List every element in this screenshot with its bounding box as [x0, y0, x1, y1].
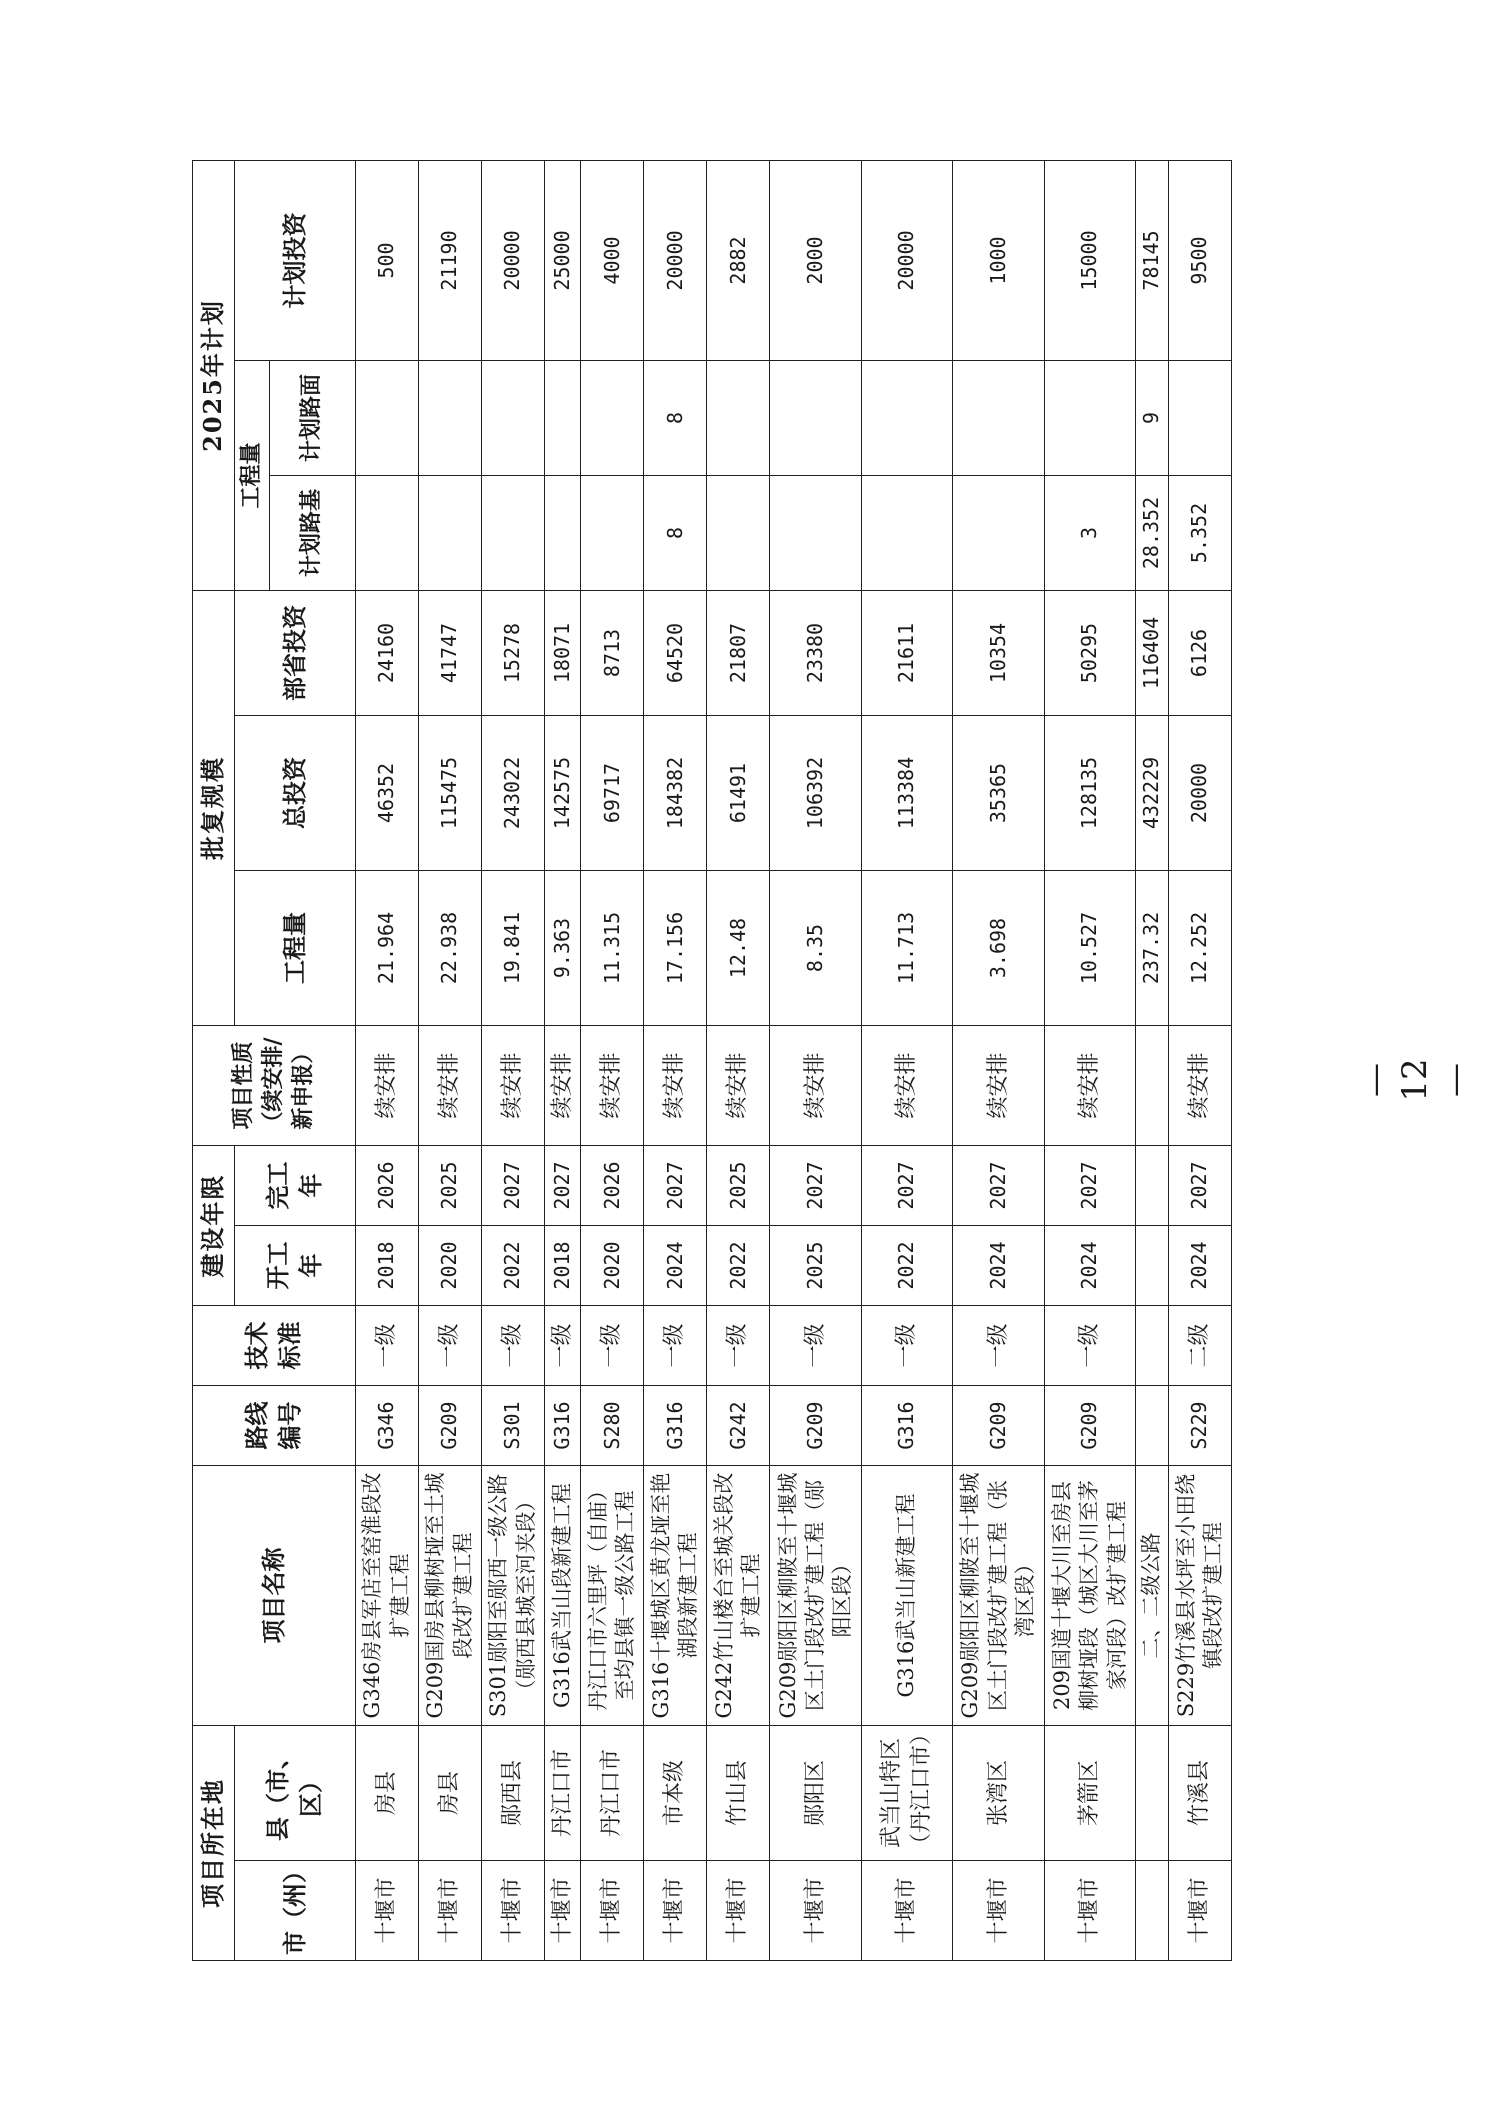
cell-total: 142575: [544, 716, 581, 871]
cell-route: S301: [481, 1386, 544, 1466]
cell-route: S229: [1168, 1386, 1231, 1466]
cell-std: 一级: [418, 1306, 481, 1386]
header-total-invest: 总投资: [235, 716, 356, 871]
table-row: [418, 160, 481, 1960]
cell-invest: 20000: [644, 160, 707, 360]
cell-prov: 18071: [544, 590, 581, 715]
header-plan-pavement: 计划路面: [269, 360, 355, 475]
cell-total: 184382: [644, 716, 707, 871]
header-tech-std: 技术标准: [193, 1306, 356, 1386]
subtotal-workload: 237.32: [1136, 871, 1169, 1026]
table-row: [481, 160, 544, 1960]
table-row: [953, 160, 1044, 1960]
project-plan-table: [192, 160, 1232, 1961]
cell-start: 2022: [861, 1226, 952, 1306]
cell-prov: 21611: [861, 590, 952, 715]
header-city: 市（州）: [235, 1861, 356, 1961]
cell-total: 46352: [355, 716, 418, 871]
cell-start: 2025: [770, 1226, 861, 1306]
table-row: [1044, 160, 1135, 1960]
header-route-no: 路线编号: [193, 1386, 356, 1466]
cell-total: 243022: [481, 716, 544, 871]
subtotal-invest: 78145: [1136, 160, 1169, 360]
cell-std: 一级: [953, 1306, 1044, 1386]
cell-start: 2022: [707, 1226, 770, 1306]
cell-start: 2018: [355, 1226, 418, 1306]
cell-project-name: S229竹溪县水坪至小田绕镇段改扩建工程: [1168, 1466, 1231, 1726]
cell-start: 2018: [544, 1226, 581, 1306]
cell-roadbed: 3: [1044, 475, 1135, 590]
cell-pavement: [355, 360, 418, 475]
table-row: [1168, 160, 1231, 1960]
cell-roadbed: [953, 475, 1044, 590]
cell-invest: 21190: [418, 160, 481, 360]
cell-total: 128135: [1044, 716, 1135, 871]
cell-pavement: [1168, 360, 1231, 475]
cell-invest: 15000: [1044, 160, 1135, 360]
cell-workload: 9.363: [544, 871, 581, 1026]
cell-county: 房县: [355, 1726, 418, 1861]
table-row: [861, 160, 952, 1960]
cell-county: 张湾区: [953, 1726, 1044, 1861]
cell-prov: 15278: [481, 590, 544, 715]
cell-workload: 21.964: [355, 871, 418, 1026]
table-row: [544, 160, 581, 1960]
cell-empty: [1136, 1386, 1169, 1466]
header-plan-roadbed: 计划路基: [269, 475, 355, 590]
cell-empty: [1136, 1726, 1169, 1861]
cell-county: 武当山特区（丹江口市）: [861, 1726, 952, 1861]
cell-invest: 20000: [481, 160, 544, 360]
cell-workload: 12.252: [1168, 871, 1231, 1026]
cell-std: 一级: [544, 1306, 581, 1386]
cell-county: 郧西县: [481, 1726, 544, 1861]
cell-route: G209: [418, 1386, 481, 1466]
cell-county: 房县: [418, 1726, 481, 1861]
header-project-name: 项目名称: [193, 1466, 356, 1726]
header-build-period: 建设年限: [193, 1146, 235, 1306]
cell-start: 2024: [644, 1226, 707, 1306]
cell-county: 郧阳区: [770, 1726, 861, 1861]
cell-city: 十堰市: [861, 1861, 952, 1961]
cell-workload: 12.48: [707, 871, 770, 1026]
table-row: [707, 160, 770, 1960]
cell-start: 2024: [1168, 1226, 1231, 1306]
cell-nature: 续安排: [644, 1026, 707, 1146]
cell-empty: [1136, 1146, 1169, 1226]
cell-route: G209: [770, 1386, 861, 1466]
table-row: [355, 160, 418, 1960]
header-approved-scale: 批复规模: [193, 590, 235, 1025]
table-row: [770, 160, 861, 1960]
cell-end: 2025: [707, 1146, 770, 1226]
cell-project-name: G316武当山新建工程: [861, 1466, 952, 1726]
cell-end: 2027: [544, 1146, 581, 1226]
cell-pavement: [861, 360, 952, 475]
cell-end: 2025: [418, 1146, 481, 1226]
cell-total: 115475: [418, 716, 481, 871]
cell-prov: 6126: [1168, 590, 1231, 715]
cell-end: 2027: [861, 1146, 952, 1226]
cell-project-name: 丹江口市六里坪（自庙）至均县镇一级公路工程: [581, 1466, 644, 1726]
cell-nature: 续安排: [861, 1026, 952, 1146]
cell-route: G209: [1044, 1386, 1135, 1466]
rotated-table-wrapper: [192, 161, 1232, 1961]
cell-city: 十堰市: [581, 1861, 644, 1961]
cell-project-name: G209郧阳区柳陂至十堰城区土门段改扩建工程（郧阳区段）: [770, 1466, 861, 1726]
cell-route: G209: [953, 1386, 1044, 1466]
cell-nature: 续安排: [355, 1026, 418, 1146]
cell-county: 丹江口市: [544, 1726, 581, 1861]
cell-pavement: [418, 360, 481, 475]
cell-invest: 1000: [953, 160, 1044, 360]
cell-project-name: G316武当山段新建工程: [544, 1466, 581, 1726]
cell-pavement: [581, 360, 644, 475]
cell-total: 35365: [953, 716, 1044, 871]
cell-roadbed: [355, 475, 418, 590]
cell-end: 2026: [355, 1146, 418, 1226]
cell-roadbed: [707, 475, 770, 590]
table-row: [644, 160, 707, 1960]
cell-end: 2027: [1168, 1146, 1231, 1226]
cell-workload: 8.35: [770, 871, 861, 1026]
cell-empty: [1136, 1306, 1169, 1386]
cell-nature: 续安排: [418, 1026, 481, 1146]
cell-nature: 续安排: [1168, 1026, 1231, 1146]
subtotal-prov: 116404: [1136, 590, 1169, 715]
subtotal-total: 432229: [1136, 716, 1169, 871]
header-county: 县（市、区）: [235, 1726, 356, 1861]
cell-total: 69717: [581, 716, 644, 871]
cell-workload: 10.527: [1044, 871, 1135, 1026]
cell-end: 2027: [481, 1146, 544, 1226]
header-nature: 项目性质（续安排/新申报）: [193, 1026, 356, 1146]
cell-total: 20000: [1168, 716, 1231, 871]
cell-county: 丹江口市: [581, 1726, 644, 1861]
cell-roadbed: [544, 475, 581, 590]
cell-project-name: G209郧阳区柳陂至十堰城区土门段改扩建工程（张湾区段）: [953, 1466, 1044, 1726]
cell-route: G316: [544, 1386, 581, 1466]
cell-end: 2027: [953, 1146, 1044, 1226]
cell-roadbed: [770, 475, 861, 590]
cell-city: 十堰市: [1044, 1861, 1135, 1961]
cell-prov: 24160: [355, 590, 418, 715]
cell-roadbed: [581, 475, 644, 590]
cell-project-name: 209国道十堰大川至房县柳树垭段（城区大川至茅家河段）改扩建工程: [1044, 1466, 1135, 1726]
cell-std: 一级: [861, 1306, 952, 1386]
header-end-year: 完工年: [235, 1146, 356, 1226]
cell-empty: [1136, 1226, 1169, 1306]
cell-total: 106392: [770, 716, 861, 871]
cell-invest: 4000: [581, 160, 644, 360]
cell-roadbed: [418, 475, 481, 590]
header-location: 项目所在地: [193, 1726, 235, 1961]
cell-std: 二级: [1168, 1306, 1231, 1386]
cell-std: 一级: [707, 1306, 770, 1386]
header-workload: 工程量: [235, 871, 356, 1026]
cell-roadbed: 5.352: [1168, 475, 1231, 590]
cell-roadbed: [481, 475, 544, 590]
header-prov-invest: 部省投资: [235, 590, 356, 715]
cell-city: 十堰市: [953, 1861, 1044, 1961]
cell-end: 2026: [581, 1146, 644, 1226]
cell-start: 2020: [418, 1226, 481, 1306]
cell-project-name: S301郧阳至郧西一级公路（郧西县城至河夹段）: [481, 1466, 544, 1726]
cell-std: 一级: [1044, 1306, 1135, 1386]
cell-roadbed: 8: [644, 475, 707, 590]
cell-pavement: [1044, 360, 1135, 475]
cell-pavement: [707, 360, 770, 475]
cell-city: 十堰市: [544, 1861, 581, 1961]
cell-total: 113384: [861, 716, 952, 871]
cell-project-name: G242竹山楼台至城关段改扩建工程: [707, 1466, 770, 1726]
cell-end: 2027: [644, 1146, 707, 1226]
cell-workload: 19.841: [481, 871, 544, 1026]
header-plan-invest: 计划投资: [235, 160, 356, 360]
cell-prov: 41747: [418, 590, 481, 715]
cell-route: G316: [861, 1386, 952, 1466]
cell-workload: 17.156: [644, 871, 707, 1026]
cell-city: 十堰市: [707, 1861, 770, 1961]
cell-invest: 2882: [707, 160, 770, 360]
cell-prov: 23380: [770, 590, 861, 715]
header-plan-workload: 工程量: [235, 360, 270, 590]
cell-invest: 500: [355, 160, 418, 360]
cell-std: 一级: [355, 1306, 418, 1386]
cell-end: 2027: [770, 1146, 861, 1226]
cell-nature: 续安排: [770, 1026, 861, 1146]
subtotal-pavement: 9: [1136, 360, 1169, 475]
cell-city: 十堰市: [418, 1861, 481, 1961]
cell-prov: 10354: [953, 590, 1044, 715]
cell-total: 61491: [707, 716, 770, 871]
cell-nature: 续安排: [544, 1026, 581, 1146]
cell-pavement: 8: [644, 360, 707, 475]
cell-nature: 续安排: [481, 1026, 544, 1146]
cell-start: 2024: [953, 1226, 1044, 1306]
cell-city: 十堰市: [644, 1861, 707, 1961]
cell-workload: 3.698: [953, 871, 1044, 1026]
cell-invest: 25000: [544, 160, 581, 360]
cell-workload: 11.315: [581, 871, 644, 1026]
cell-city: 十堰市: [355, 1861, 418, 1961]
cell-std: 一级: [644, 1306, 707, 1386]
cell-county: 市本级: [644, 1726, 707, 1861]
cell-start: 2022: [481, 1226, 544, 1306]
cell-prov: 8713: [581, 590, 644, 715]
cell-start: 2020: [581, 1226, 644, 1306]
cell-project-name: G346房县军店至窑淮段改扩建工程: [355, 1466, 418, 1726]
cell-end: 2027: [1044, 1146, 1135, 1226]
cell-start: 2024: [1044, 1226, 1135, 1306]
cell-prov: 21807: [707, 590, 770, 715]
header-start-year: 开工年: [235, 1226, 356, 1306]
cell-std: 一级: [481, 1306, 544, 1386]
table-body: [355, 160, 1231, 1960]
cell-city: 十堰市: [481, 1861, 544, 1961]
cell-county: 茅箭区: [1044, 1726, 1135, 1861]
cell-city: 十堰市: [770, 1861, 861, 1961]
cell-empty: [1136, 1861, 1169, 1961]
cell-route: G242: [707, 1386, 770, 1466]
cell-invest: 2000: [770, 160, 861, 360]
header-plan-2025: 2025年计划: [193, 160, 235, 590]
cell-pavement: [481, 360, 544, 475]
cell-pavement: [544, 360, 581, 475]
cell-city: 十堰市: [1168, 1861, 1231, 1961]
cell-std: 一级: [581, 1306, 644, 1386]
cell-project-name: G209国房县柳树垭至土城段改扩建工程: [418, 1466, 481, 1726]
page-number: — 12 —: [1355, 1058, 1475, 1102]
cell-county: 竹溪县: [1168, 1726, 1231, 1861]
cell-workload: 22.938: [418, 871, 481, 1026]
cell-invest: 20000: [861, 160, 952, 360]
cell-invest: 9500: [1168, 160, 1231, 360]
cell-project-name: G316十堰城区黄龙垭至艳湖段新建工程: [644, 1466, 707, 1726]
cell-route: G316: [644, 1386, 707, 1466]
cell-empty: [1136, 1026, 1169, 1146]
cell-route: S280: [581, 1386, 644, 1466]
subtotal-roadbed: 28.352: [1136, 475, 1169, 590]
cell-nature: 续安排: [707, 1026, 770, 1146]
cell-nature: 续安排: [953, 1026, 1044, 1146]
subtotal-row: [1136, 160, 1169, 1960]
cell-pavement: [770, 360, 861, 475]
cell-workload: 11.713: [861, 871, 952, 1026]
cell-prov: 64520: [644, 590, 707, 715]
cell-route: G346: [355, 1386, 418, 1466]
cell-county: 竹山县: [707, 1726, 770, 1861]
cell-roadbed: [861, 475, 952, 590]
subtotal-label: 二、二级公路: [1136, 1466, 1169, 1726]
cell-nature: 续安排: [1044, 1026, 1135, 1146]
table-row: [581, 160, 644, 1960]
cell-std: 一级: [770, 1306, 861, 1386]
cell-nature: 续安排: [581, 1026, 644, 1146]
cell-pavement: [953, 360, 1044, 475]
cell-prov: 50295: [1044, 590, 1135, 715]
